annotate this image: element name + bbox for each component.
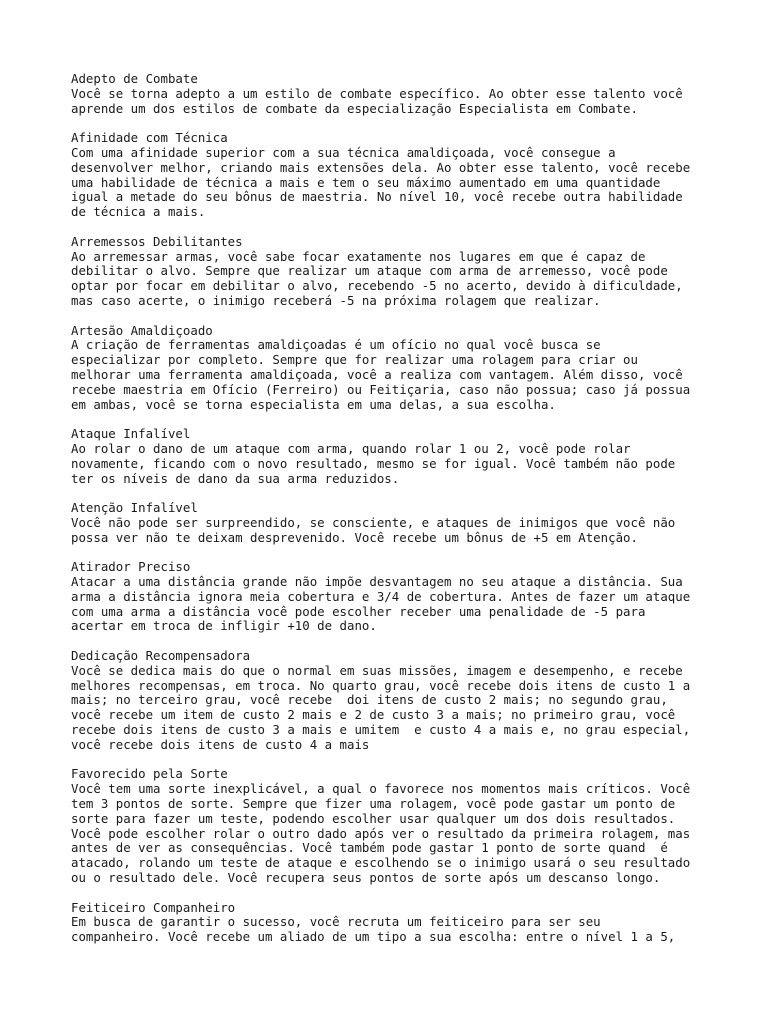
talent-description-line: desenvolver melhor, criando mais extensões dela. Ao obter esse talento, você recebe <box>71 159 691 175</box>
talent-description-line: Em busca de garantir o sucesso, você recruta um feiticeiro para ser seu <box>71 914 601 930</box>
talent-description-line: antes de ver as consequências. Você também pode gastar 1 ponto de sorte quand é <box>71 840 668 856</box>
talent-entry <box>71 560 711 634</box>
talent-title: Atirador Preciso <box>71 559 191 575</box>
talent-description-line: atacado, rolando um teste de ataque e escolhendo se o inimigo usará o seu resultado <box>71 855 691 871</box>
talent-description-line: tem 3 pontos de sorte. Sempre que fizer uma rolagem, você pode gastar um ponto de <box>71 796 676 812</box>
talent-description-line: novamente, ficando com o novo resultado, mesmo se for igual. Você também não pode <box>71 455 676 471</box>
talent-description-line: Você tem uma sorte inexplicável, a qual o favorece nos momentos mais críticos. Você <box>71 781 691 797</box>
talent-description-line: melhores recompensas, em troca. No quarto grau, você recebe dois itens de custo 1 a <box>71 677 691 693</box>
talent-title: Adepto de Combate <box>71 71 198 86</box>
talent-description-line: optar por focar em debilitar o alvo, recebendo -5 no acerto, devido à dificuldade, <box>71 278 683 294</box>
talent-entry <box>71 324 711 413</box>
talent-title: Dedicação Recompensadora <box>71 648 251 664</box>
talent-description-line: Ao arremessar armas, você sabe focar exatamente nos lugares em que é capaz de <box>71 248 646 264</box>
talent-description-line: recebe dois itens de custo 3 a mais e umitem e custo 4 a mais e, no grau especial, <box>71 722 691 738</box>
talent-title: Atenção Infalível <box>71 500 198 516</box>
talent-entry <box>71 901 711 945</box>
talent-description-line: Com uma afinidade superior com a sua técnica amaldiçoada, você consegue a <box>71 144 616 160</box>
talent-entry <box>71 767 711 885</box>
talent-description-line: recebe maestria em Ofício (Ferreiro) ou Feitiçaria, caso não possua; caso já possua <box>71 381 691 397</box>
talent-description-line: debilitar o alvo. Sempre que realizar um ataque com arma de arremesso, você pode <box>71 263 668 279</box>
talent-entry <box>71 235 711 309</box>
talent-description-line: Atacar a uma distância grande não impõe desvantagem no seu ataque a distância. Sua <box>71 574 683 590</box>
talent-description-line: arma a distância ignora meia cobertura e 3/4 de cobertura. Antes de fazer um ataque <box>71 588 691 604</box>
talent-description-line: você recebe dois itens de custo 4 a mais <box>71 736 370 752</box>
talent-description-line: ter os níveis de dano da sua arma reduzidos. <box>71 470 400 486</box>
talent-description-line: melhorar uma ferramenta amaldiçoada, você a realiza com vantagem. Além disso, você <box>71 366 683 382</box>
talent-description-line: sorte para fazer um teste, podendo escolher usar qualquer um dos dois resultados. <box>71 810 676 826</box>
talent-description-line: companheiro. Você recebe um aliado de um tipo a sua escolha: entre o nível 1 a 5, <box>71 929 676 945</box>
talent-title: Arremessos Debilitantes <box>71 233 243 249</box>
talent-description-line: mais; no terceiro grau, você recebe doi itens de custo 2 mais; no segundo grau, <box>71 692 668 708</box>
talent-description-line: possa ver não te deixam desprevenido. Você recebe um bônus de +5 em Atenção. <box>71 529 638 545</box>
talent-description-line: Você se torna adepto a um estilo de combate específico. Ao obter esse talento você <box>71 85 683 101</box>
talent-description-line: Você não pode ser surpreendido, se consciente, e ataques de inimigos que você não <box>71 514 676 530</box>
talent-description-line: ou o resultado dele. Você recupera seus pontos de sorte após um descanso longo. <box>71 870 661 886</box>
talent-description-line: de técnica a mais. <box>71 204 206 220</box>
talent-description-line: aprende um dos estilos de combate da especialização Especialista em Combate. <box>71 100 638 116</box>
talent-description-line: mas caso acerte, o inimigo receberá -5 na próxima rolagem que realizar. <box>71 292 601 308</box>
talent-description-line: em ambas, você se torna especialista em uma delas, a sua escolha. <box>71 396 556 412</box>
document-page <box>71 72 711 960</box>
talent-description-line: com uma arma a distância você pode escolher receber uma penalidade de -5 para <box>71 603 646 619</box>
talent-description-line: igual a metade do seu bônus de maestria. No nível 10, você recebe outra habilidade <box>71 189 683 205</box>
talent-entry <box>71 131 711 220</box>
talent-description-line: Você pode escolher rolar o outro dado após ver o resultado da primeira rolagem, mas <box>71 825 691 841</box>
talent-title: Favorecido pela Sorte <box>71 766 228 782</box>
talent-title: Ataque Infalível <box>71 426 191 442</box>
talent-entry <box>71 649 711 753</box>
talent-entry <box>71 72 711 116</box>
talent-title: Artesão Amaldiçoado <box>71 322 213 338</box>
talent-description-line: uma habilidade de técnica a mais e tem o seu máximo aumentado em uma quantidade <box>71 174 661 190</box>
talent-description-line: você recebe um item de custo 2 mais e 2 de custo 3 a mais; no primeiro grau, você <box>71 707 676 723</box>
talent-title: Feiticeiro Companheiro <box>71 899 236 915</box>
talent-description-line: especializar por completo. Sempre que for realizar uma rolagem para criar ou <box>71 352 638 368</box>
talent-entry <box>71 427 711 486</box>
talent-title: Afinidade com Técnica <box>71 130 228 146</box>
talent-description-line: acertar em troca de infligir +10 de dano. <box>71 618 377 634</box>
talent-description-line: Ao rolar o dano de um ataque com arma, quando rolar 1 ou 2, você pode rolar <box>71 440 631 456</box>
talent-description-line: A criação de ferramentas amaldiçoadas é um ofício no qual você busca se <box>71 337 601 353</box>
talent-entry <box>71 501 711 545</box>
talent-description-line: Você se dedica mais do que o normal em suas missões, imagem e desempenho, e recebe <box>71 662 683 678</box>
